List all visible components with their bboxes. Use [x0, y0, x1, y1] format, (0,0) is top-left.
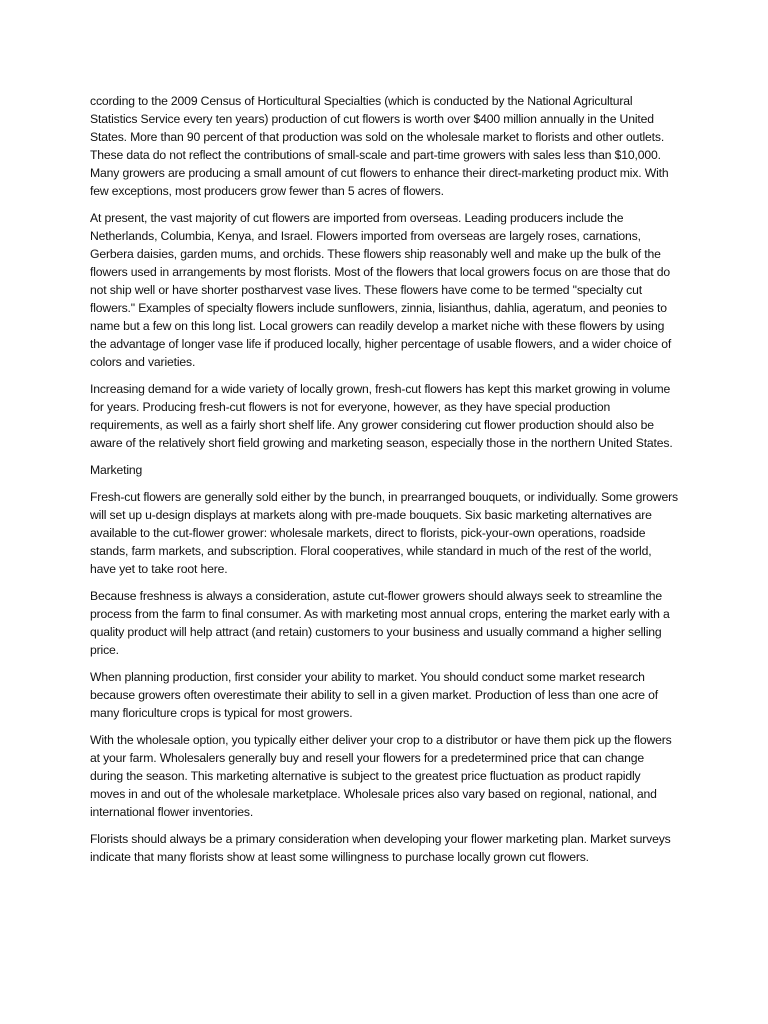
section-heading-marketing: Marketing: [90, 463, 143, 477]
intro-paragraph-census: ccording to the 2009 Census of Horticultural Specialties (which is conducted by the National Agricultural Statistics Service every ten years) production of cut flowers is worth over $400 million annually in the United States. More than 90 percent of that production was sold on the wholesale market to florists and other outlets. These data do not reflect the contributions of small-scale and part-time growers with sales less than $10,000. Many growers are producing a small amount of cut flowers to enhance their direct-marketing product mix. With few exceptions, most producers grow fewer than 5 acres of flowers.: [90, 94, 669, 198]
marketing-paragraph-freshness: Because freshness is always a consideration, astute cut-flower growers should always seek to streamline the process from the farm to final consumer. As with marketing most annual crops, entering the market early with a quality product will help attract (and retain) customers to your business and usually command a higher selling price.: [90, 589, 670, 657]
document-page: [90, 92, 678, 875]
marketing-paragraph-planning: When planning production, first consider your ability to market. You should conduct some market research because growers often overestimate their ability to sell in a given market. Production of less than one acre of many floriculture crops is typical for most growers.: [90, 670, 658, 720]
intro-paragraph-imports: At present, the vast majority of cut flowers are imported from overseas. Leading producers include the Netherlands, Columbia, Kenya, and Israel. Flowers imported from overseas are largely roses, carnations, Gerbera daisies, garden mums, and orchids. These flowers ship reasonably well and make up the bulk of the flowers used in arrangements by most florists. Most of the flowers that local growers focus on are those that do not ship well or have shorter postharvest vase lives. These flowers have come to be termed "specialty cut flowers." Examples of specialty flowers include sunflowers, zinnia, lisianthus, dahlia, ageratum, and peonies to name but a few on this long list. Local growers can readily develop a market niche with these flowers by using the advantage of longer vase life if produced locally, higher percentage of usable flowers, and a wider choice of colors and varieties.: [90, 211, 672, 369]
intro-paragraph-demand: Increasing demand for a wide variety of locally grown, fresh-cut flowers has kept this market growing in volume for years. Producing fresh-cut flowers is not for everyone, however, as they have special production requirements, as well as a fairly short shelf life. Any grower considering cut flower production should also be aware of the relatively short field growing and marketing season, especially those in the northern United States.: [90, 382, 673, 450]
marketing-paragraph-alternatives: Fresh-cut flowers are generally sold either by the bunch, in prearranged bouquets, or individually. Some growers will set up u-design displays at markets along with pre-made bouquets. Six basic marketing alternatives are available to the cut-flower grower: wholesale markets, direct to florists, pick-your-own operations, roadside stands, farm markets, and subscription. Floral cooperatives, while standard in much of the rest of the world, have yet to take root here.: [90, 490, 678, 576]
marketing-paragraph-wholesale: With the wholesale option, you typically either deliver your crop to a distributor or have them pick up the flowers at your farm. Wholesalers generally buy and resell your flowers for a predetermined price that can change during the season. This marketing alternative is subject to the greatest price fluctuation as product rapidly moves in and out of the wholesale marketplace. Wholesale prices also vary based on regional, national, and international flower inventories.: [90, 733, 672, 819]
marketing-paragraph-florists: Florists should always be a primary consideration when developing your flower marketing plan. Market surveys indicate that many florists show at least some willingness to purchase locally grown cut flowers.: [90, 832, 671, 864]
